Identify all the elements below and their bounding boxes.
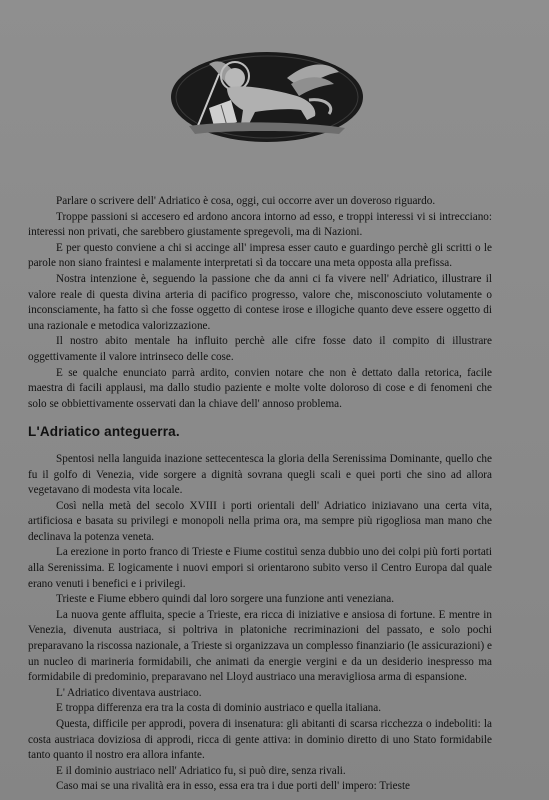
section-paragraph-6: L' Adriatico diventava austriaco. — [56, 686, 202, 699]
section-paragraph-2: Così nella metà del secolo XVIII i porti orientali dell' Adriatico iniziavano una certa vita, artificiosa e basata su privilegi e monopoli nella prima ora, ma sempre più rigogliosa man mano che declinava la potenza veneta. — [28, 499, 492, 543]
intro-paragraph-6: E se qualche enunciato parrà ardito, convien notare che non è dettato dalla retorica, facile maestra di facili applausi, ma dallo studio paziente e molte volte doloroso di cose e di fenomeni che solo se obbiettivamente osservati dan la chiave dell' annoso problema. — [28, 366, 492, 410]
section-paragraph-5: La nuova gente affluita, specie a Trieste, era ricca di iniziative e ansiosa di fortune. E mentre in Venezia, divenuta austriaca, si poltriva in platoniche recriminazioni del passato, e solo pochi preparavano la riscossa nazionale, a Trieste si organizzava un complesso finanziario (le assicurazioni) e un nucleo di marineria formidabili, che animati da energie vergini e da un desiderio inespresso ma formidabile di predominio, preparavano nel Lloyd austriaco una meravigliosa arma di espansione. — [28, 608, 492, 684]
intro-paragraph-4: Nostra intenzione è, seguendo la passione che da anni ci fa vivere nell' Adriatico, illustrare il valore reale di questa divina arteria di pacifico progresso, valore che, misconosciuto volutamente o inconsciamente, ha fatto sì che fosse oggetto di contese irose e illogiche quanto deve essere oggetto di una razionale e metodica valorizzazione. — [28, 272, 492, 332]
section-paragraph-1: Spentosi nella languida inazione settecentesca la gloria della Serenissima Dominante, quello che fu il golfo di Venezia, vide sorgere a dignità sovrana quegli scali e quei porti che sino ad allora vegetavano di modesta vita locale. — [28, 452, 492, 497]
section-paragraph-4: Trieste e Fiume ebbero quindi dal loro sorgere una funzione anti veneziana. — [56, 593, 395, 606]
intro-paragraph-5: Il nostro abito mentale ha influito perchè alle cifre fosse dato il compito di illustrare oggettivamente il valore intrinseco delle cose. — [28, 335, 492, 363]
section-paragraph-3: La erezione in porto franco di Trieste e Fiume costituì senza dubbio uno dei colpi più forti portati alla Serenissima. E logicamente i nuovi empori si orientarono subito verso il Centro Europa dal quale erano venuti i benefici e i privilegi. — [28, 546, 492, 590]
intro-paragraph-3: E per questo conviene a chi si accinge all' impresa esser cauto e guardingo perchè gli scritti o le parole non siano fraintesi e malamente interpretati sì da toccare una meta opposta alla prefissa. — [28, 241, 492, 270]
section-heading: L'Adriatico anteguerra. — [28, 424, 180, 440]
intro-paragraph-2: Troppe passioni si accesero ed ardono ancora intorno ad esso, e troppi interessi vi si intrecciano: interessi non privati, che sarebbero giustamente spregevoli, ma di Nazioni. — [28, 210, 492, 239]
section-paragraph-7: E troppa differenza era tra la costa di dominio austriaco e quella italiana. — [56, 702, 382, 715]
lion-of-saint-mark-emblem — [169, 50, 365, 144]
section-paragraph-9: E il dominio austriaco nell' Adriatico fu, si può dire, senza rivali. — [56, 764, 346, 777]
document-body — [28, 194, 492, 795]
intro-paragraph-1: Parlare o scrivere dell' Adriatico è cosa, oggi, cui occorre aver un doveroso riguardo. — [56, 195, 436, 207]
section-paragraph-10: Caso mai se una rivalità era in esso, essa era tra i due porti dell' impero: Trieste — [56, 780, 411, 793]
section-paragraph-8: Questa, difficile per approdi, povera di insenatura: gli abitanti di scarsa ricchezza o indeboliti: la costa austriaca doviziosa di approdi, ricca di gente attiva: in dominio diretto di uno Stato formidabile tanto quanto il nostro era allora infante. — [28, 718, 492, 762]
